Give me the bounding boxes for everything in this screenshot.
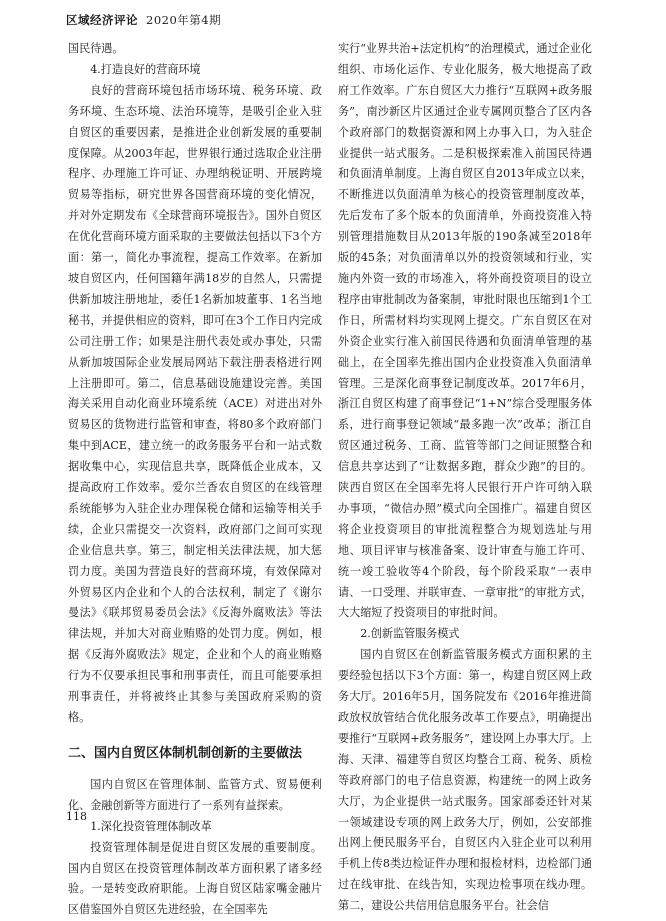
issue-label: 2020年第4期 (146, 13, 222, 27)
paragraph: 投资管理体制是促进自贸区发展的重要制度。国内自贸区在投资管理体制改革方面积累了诸多经验。一是转变政府职能。上海自贸区陆家嘴金融片区借鉴国外自贸区先进经验，在全国率先 (68, 840, 322, 917)
paragraph: 国内自贸区在创新监管服务模式方面积累的主要经验包括以下3个方面：第一，构建自贸区网上政务大厅。2016年5月，国务院发布《2016年推进简政放权放管结合优化服务改革工作要点》，明确提出要推行“互联网+政务服务”，建设网上办事大厅。上海、天津、福建等自贸区均整合工商、税务、质检等政府部门的电子信息资源，构建统一的网上政务大厅，为企业提供一站式服务。国家部委还针对某一领域建设专项的网上政务大厅，例如，公安部推出网上便民服务平台，自贸区内入驻企业可以利用手机上传8类边检证件办理和报检材料，边检部门通过在线审批、在线告知，实现边检事项在线办理。第二，建设公共信用信息服务平台。社会信 (338, 648, 592, 913)
paragraph: 国民待遇。 (68, 42, 124, 55)
subsection-heading: 4.打造良好的营商环境 (90, 62, 201, 76)
left-column (68, 39, 322, 921)
running-header (66, 12, 221, 28)
subsection-heading: 2.创新监管服务模式 (360, 627, 460, 641)
subsection-heading: 1.深化投资管理体制改革 (90, 819, 212, 833)
section-heading: 二、国内自贸区体制机制创新的主要做法 (68, 745, 303, 761)
paragraph: 良好的营商环境包括市场环境、税务环境、政务环境、生态环境、法治环境等，是吸引企业入驻自贸区的重要因素，是推进企业创新发展的重要制度保障。从2003年起，世界银行通过选取企业注册程序、办理施工许可证、办理纳税证明、开展跨境贸易等指标，研究世界各国营商环境的变化情况，并对外定期发布《全球营商环境报告》。国外自贸区在优化营商环境方面采取的主要做法包括以下3个方面：第一，简化办事流程，提高工作效率。在新加坡自贸区内，任何国籍年满18岁的自然人，只需提供新加坡注册地址，委任1名新加坡董事、1名当地秘书，并提供相应的资料，即可在3个工作日内完成公司注册工作；如果是注册代表处或办事处，只需从新加坡国际企业发展局网站下载注册表格进行网上注册即可。第二，信息基础设施建设完善。美国海关采用自动化商业环境系统（ACE）对进出对外贸易区的货物进行监管和审查，将80多个政府部门集中到ACE，建立统一的政务服务平台和一站式数据收集中心，实现信息共享，既降低企业成本，又提高政府工作效率。爱尔兰香农自贸区的在线管理系统能够为入驻企业办理保税仓储和运输等相关手续，企业只需提交一次资料，政府部门之间可实现企业信息共享。第三，制定相关法律法规，加大惩罚力度。美国为营造良好的营商环境，有效保障对外贸易区内企业和个人的合法权利，制定了《谢尔曼法》《联邦贸易委员会法》《反海外腐败法》等法律法规，并加大对商业贿赂的处罚力度。例如，根据《反海外腐败法》规定，企业和个人的商业贿赂行为不仅要承担民事和刑事责任，而且可能要承担刑事责任，并将被终止其参与美国政府采购的资格。 (68, 83, 322, 724)
right-column (338, 39, 592, 917)
journal-title: 区域经济评论 (66, 13, 138, 27)
paragraph: 国内自贸区在管理体制、监管方式、贸易便利化、金融创新等方面进行了一系列有益探索。 (68, 777, 322, 812)
page-number: 118 (66, 810, 87, 823)
paragraph: 实行“业界共治+法定机构”的治理模式，通过企业化组织、市场化运作、专业化服务，极大地提高了政府工作效率。广东自贸区大力推行“互联网+政务服务”，南沙新区片区通过企业专属网页整合了区内各个政府部门的数据资源和网上办事入口，为入驻企业提供一站式服务。二是积极探索准入前国民待遇和负面清单制度。上海自贸区自2013年成立以来，不断推进以负面清单为核心的投资管理制度改革，先后发布了多个版本的负面清单，外商投资准入特别管理措施数目从2013年版的190条减至2018年版的45条；对负面清单以外的投资领域和行业，实施内外资一致的市场准入，将外商投资项目的设立程序由审批制改为备案制，审批时限也压缩到1个工作日，所需材料均实现网上提交。广东自贸区在对外资企业实行准入前国民待遇和负面清单管理的基础上，在全国率先推出国内企业投资准入负面清单管理。三是深化商事登记制度改革。2017年6月，浙江自贸区构建了商事登记“1+N”综合受理服务体系，进行商事登记领域“最多跑一次”改革；浙江自贸区通过税务、工商、监管等部门之间证照整合和信息共享达到了“让数据多跑，群众少跑”的目的。陕西自贸区在全国率先将人民银行开户许可纳入联办事项，“微信办照”模式向全国推广。福建自贸区将企业投资项目的审批流程整合为规划选址与用地、项目评审与核准备案、设计审查与施工许可、统一竣工验收等4个阶段，每个阶段采取“一表申请、一口受理、并联审查、一章审批”的审批方式，大大缩短了投资项目的审批时间。 (338, 42, 592, 620)
